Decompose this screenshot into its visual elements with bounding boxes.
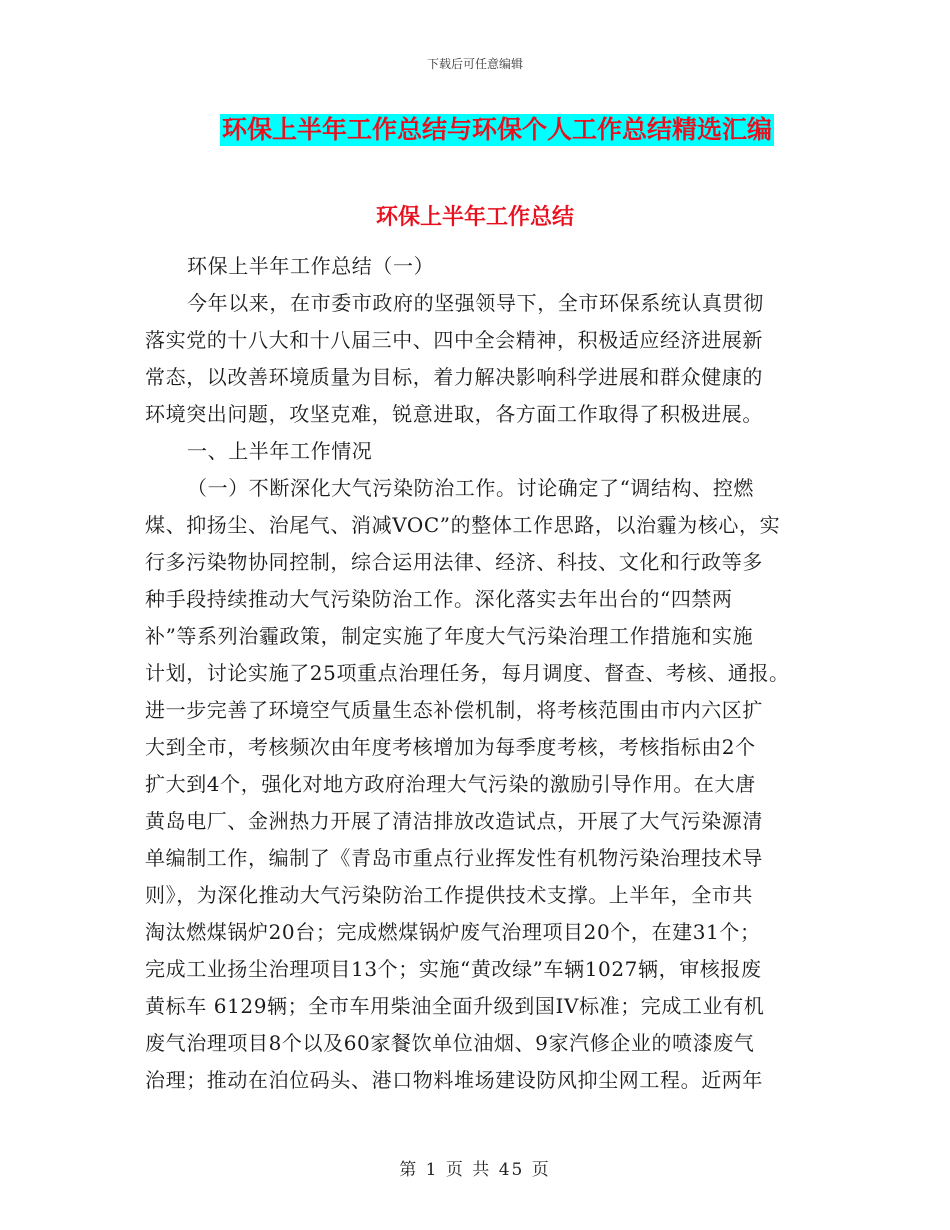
paragraph-line: 落实党的十八大和十八届三中、四中全会精神，积极适应经济进展新 (145, 328, 763, 352)
section-title: 环保上半年工作总结 (375, 205, 574, 230)
paragraph-line: 治理；推动在泊位码头、港口物料堆场建设防风抑尘网工程。近两年 (145, 1068, 763, 1092)
paragraph-line: 今年以来，在市委市政府的坚强领导下，全市环保系统认真贯彻 (187, 291, 764, 315)
paragraph-line: 大到全市，考核频次由年度考核增加为每季度考核，考核指标由2个 (145, 735, 756, 759)
paragraph-line: 黄标车 6129辆；全市车用柴油全面升级到国IV标准；完成工业有机 (145, 994, 765, 1018)
paragraph-line: 单编制工作，编制了《青岛市重点行业挥发性有机物污染治理技术导 (145, 846, 763, 870)
paragraph-line: 种手段持续推动大气污染防治工作。深化落实去年出台的“四禁两 (145, 587, 733, 611)
paragraph-line: （一）不断深化大气污染防治工作。讨论确定了“调结构、控燃 (187, 476, 755, 500)
paragraph-line: 完成工业扬尘治理项目13个；实施“黄改绿”车辆1027辆，审核报废 (145, 957, 762, 981)
paragraph-line: 黄岛电厂、金洲热力开展了清洁排放改造试点，开展了大气污染源清 (145, 809, 763, 833)
body-text (145, 248, 815, 1099)
paragraph-line: 淘汰燃煤锅炉20台；完成燃煤锅炉废气治理项目20个，在建31个； (145, 920, 761, 944)
page-footer: 第 1 页 共 45 页 (399, 1160, 551, 1180)
paragraph-line: 常态，以改善环境质量为目标，着力解决影响科学进展和群众健康的 (145, 365, 763, 389)
paragraph-line: 废气治理项目8个以及60家餐饮单位油烟、9家汽修企业的喷漆废气 (145, 1031, 755, 1055)
paragraph-line: 环境突出问题，攻坚克难，锐意进取，各方面工作取得了积极进展。 (145, 402, 763, 426)
paragraph-line: 行多污染物协同控制，综合运用法律、经济、科技、文化和行政等多 (145, 550, 763, 574)
paragraph-line: 进一步完善了环境空气质量生态补偿机制，将考核范围由市内六区扩 (145, 698, 763, 722)
document-title (0, 114, 950, 146)
header-note: 下载后可任意编辑 (426, 57, 523, 71)
paragraph-line: 则》，为深化推动大气污染防治工作提供技术支撑。上半年，全市共 (145, 883, 753, 907)
subsection-heading: 环保上半年工作总结（一） (187, 254, 435, 278)
document-title-text: 环保上半年工作总结与环保个人工作总结精选汇编 (221, 115, 772, 144)
paragraph-line: 补”等系列治霾政策，制定实施了年度大气污染治理工作措施和实施 (145, 624, 754, 648)
paragraph-line: 煤、抑扬尘、治尾气、消减VOC”的整体工作思路，以治霾为核心，实 (145, 513, 781, 537)
paragraph-line: 计划，讨论实施了25项重点治理任务，每月调度、督查、考核、通报。 (145, 661, 790, 685)
paragraph-line: 扩大到4个，强化对地方政府治理大气污染的激励引导作用。在大唐 (145, 772, 756, 796)
subsection-heading: 一、上半年工作情况 (187, 439, 373, 463)
